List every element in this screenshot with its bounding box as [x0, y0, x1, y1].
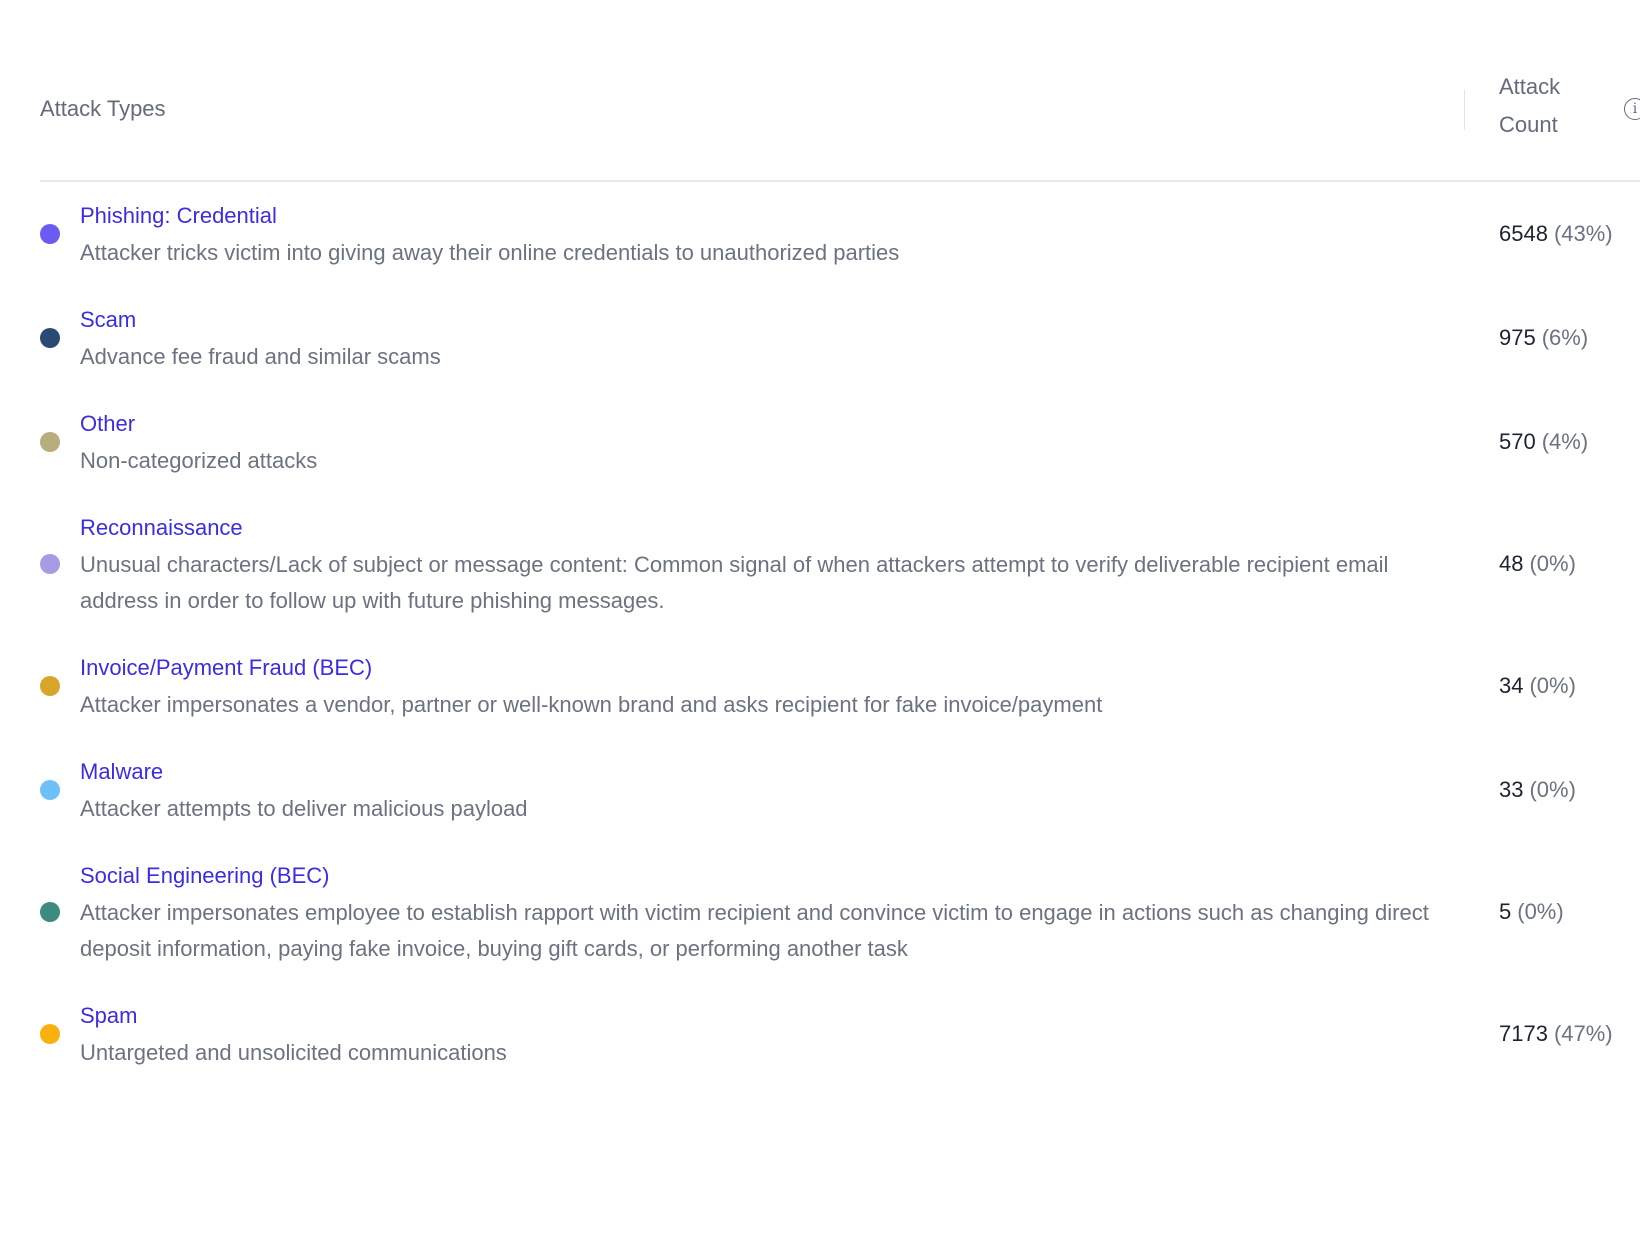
attack-type-description: Attacker tricks victim into giving away their online credentials to unauthorized parties	[80, 240, 900, 265]
attack-count	[1499, 1019, 1613, 1049]
table-row	[40, 842, 1640, 982]
column-divider	[1464, 90, 1465, 130]
attack-count	[1499, 775, 1576, 805]
color-dot-icon	[40, 224, 60, 244]
column-header-attack-types[interactable]: Attack Types	[40, 96, 166, 121]
header-count-line1: Attack	[1499, 74, 1561, 99]
attack-type-description: Non-categorized attacks	[80, 448, 318, 473]
attack-count	[1499, 323, 1588, 353]
count-value: 6548	[1499, 221, 1548, 246]
header-count-line2: Count	[1499, 112, 1558, 137]
table-row	[40, 494, 1640, 634]
table-header	[40, 68, 1640, 182]
count-value: 7173	[1499, 1021, 1548, 1046]
count-percent: (0%)	[1517, 899, 1564, 924]
attack-type-link[interactable]: Other	[80, 411, 136, 436]
color-dot-icon	[40, 432, 60, 452]
count-value: 48	[1499, 551, 1524, 576]
attack-count	[1499, 671, 1576, 701]
count-value: 975	[1499, 325, 1536, 350]
attack-type-link[interactable]: Phishing: Credential	[80, 203, 277, 228]
color-dot-icon	[40, 780, 60, 800]
info-icon[interactable]: i	[1624, 98, 1640, 120]
count-percent: (4%)	[1541, 429, 1589, 454]
attack-count	[1499, 549, 1576, 579]
attack-type-description: Unusual characters/Lack of subject or message content: Common signal of when attackers attempt to verify deliverable recipient email address in order to follow up with future phishing messages.	[80, 552, 1389, 613]
table-row	[40, 738, 1640, 842]
table-row	[40, 390, 1640, 494]
attack-type-description: Attacker impersonates a vendor, partner or well-known brand and asks recipient for fake invoice/payment	[80, 692, 1103, 717]
attack-types-table	[40, 68, 1640, 1086]
attack-type-description: Advance fee fraud and similar scams	[80, 344, 441, 369]
color-dot-icon	[40, 554, 60, 574]
count-percent: (0%)	[1529, 777, 1576, 802]
count-value: 570	[1499, 429, 1536, 454]
count-percent: (0%)	[1529, 551, 1576, 576]
table-row	[40, 182, 1640, 286]
count-percent: (47%)	[1553, 1021, 1613, 1046]
table-row	[40, 982, 1640, 1086]
color-dot-icon	[40, 1024, 60, 1044]
attack-type-link[interactable]: Spam	[80, 1003, 138, 1028]
table-row	[40, 634, 1640, 738]
count-value: 33	[1499, 777, 1524, 802]
table-body	[40, 182, 1640, 1086]
color-dot-icon	[40, 328, 60, 348]
attack-count	[1499, 219, 1613, 249]
table-row	[40, 286, 1640, 390]
count-value: 34	[1499, 673, 1524, 698]
count-percent: (43%)	[1553, 221, 1613, 246]
attack-type-link[interactable]: Reconnaissance	[80, 515, 243, 540]
count-percent: (6%)	[1541, 325, 1589, 350]
attack-type-description: Attacker attempts to deliver malicious payload	[80, 796, 528, 821]
count-value: 5	[1499, 899, 1512, 924]
attack-type-description: Attacker impersonates employee to establish rapport with victim recipient and convince victim to engage in actions such as changing direct deposit information, paying fake invoice, buying gift cards, or performing another task	[80, 900, 1429, 961]
attack-count	[1499, 427, 1588, 457]
attack-type-link[interactable]: Malware	[80, 759, 164, 784]
column-header-attack-count[interactable]	[1499, 68, 1560, 144]
count-percent: (0%)	[1529, 673, 1576, 698]
color-dot-icon	[40, 676, 60, 696]
attack-count	[1499, 897, 1564, 927]
attack-type-description: Untargeted and unsolicited communications	[80, 1040, 507, 1065]
attack-type-link[interactable]: Invoice/Payment Fraud (BEC)	[80, 655, 373, 680]
color-dot-icon	[40, 902, 60, 922]
attack-type-link[interactable]: Scam	[80, 307, 137, 332]
attack-type-link[interactable]: Social Engineering (BEC)	[80, 863, 330, 888]
